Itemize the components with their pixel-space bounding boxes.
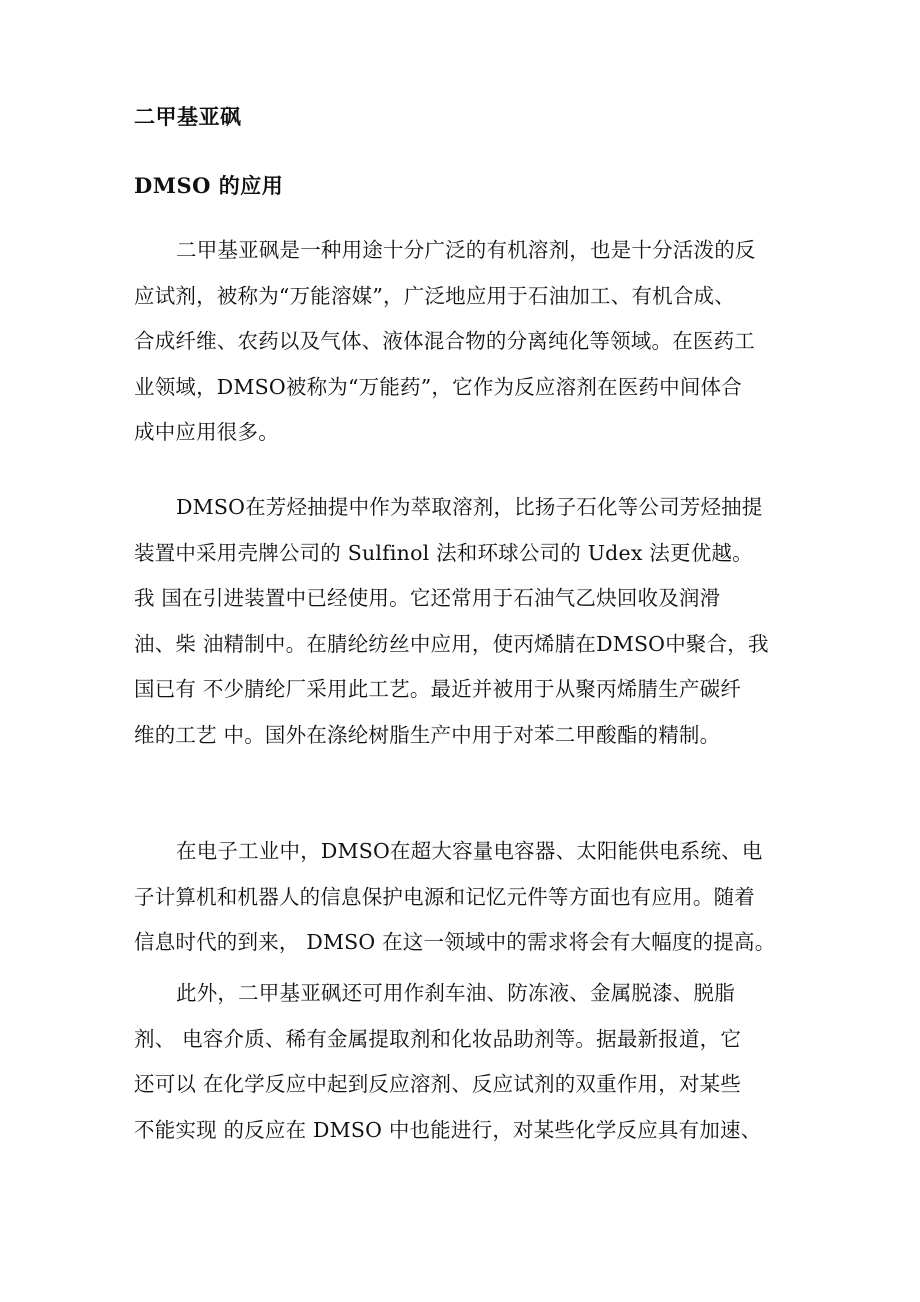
paragraph-line: DMSO在芳烃抽提中作为萃取溶剂，比扬子石化等公司芳烃抽提 — [176, 495, 763, 519]
paragraph-line: 我 国在引进装置中已经使用。它还常用于石油气乙炔回收及润滑 — [134, 586, 721, 610]
paragraph-line: 维的工艺 中。国外在涤纶树脂生产中用于对苯二甲酸酯的精制。 — [134, 722, 721, 747]
paragraph-line: 合成纤维、农药以及气体、液体混合物的分离纯化等领域。在医药工 — [134, 329, 755, 353]
paragraph-intro — [134, 228, 794, 456]
paragraph-line: 二甲基亚砜是一种用途十分广泛的有机溶剂，也是十分活泼的反 — [176, 238, 756, 262]
paragraph-line: 应试剂，被称为“万能溶媒”，广泛地应用于石油加工、有机合成、 — [134, 283, 735, 308]
paragraph-aromatics — [134, 485, 794, 758]
paragraph-line: 剂、 电容介质、稀有金属提取剂和化妆品助剂等。据最新报道，它 — [134, 1026, 742, 1051]
paragraph-line: 成中应用很多。 — [134, 420, 279, 444]
paragraph-other-uses — [134, 971, 794, 1153]
paragraph-electronics — [134, 829, 794, 966]
paragraph-line: 油、柴 油精制中。在腈纶纺丝中应用，使丙烯腈在DMSO中聚合，我 — [134, 631, 769, 656]
paragraph-line: 子计算机和机器人的信息保护电源和记忆元件等方面也有应用。随着 — [134, 884, 755, 909]
paragraph-line: 此外，二甲基亚砜还可用作刹车油、防冻液、金属脱漆、脱脂 — [176, 981, 735, 1005]
paragraph-line: 不能实现 的反应在 DMSO 中也能进行，对某些化学反应具有加速、 — [134, 1117, 762, 1142]
paragraph-line: 国已有 不少腈纶厂采用此工艺。最近并被用于从聚丙烯腈生产碳纤 — [134, 677, 742, 701]
paragraph-line: 装置中采用壳牌公司的 Sulfinol 法和环球公司的 Udex 法更优越。 — [134, 540, 753, 565]
document-subtitle: DMSO 的应用 — [134, 173, 284, 198]
paragraph-line: 业领域，DMSO被称为“万能药”，它作为反应溶剂在医药中间体合 — [134, 374, 742, 399]
paragraph-line: 信息时代的到来， DMSO 在这一领域中的需求将会有大幅度的提高。 — [134, 930, 776, 954]
paragraph-line: 还可以 在化学反应中起到反应溶剂、反应试剂的双重作用，对某些 — [134, 1072, 742, 1096]
document-title: 二甲基亚砜 — [134, 104, 242, 129]
paragraph-line: 在电子工业中，DMSO在超大容量电容器、太阳能供电系统、电 — [176, 839, 763, 863]
